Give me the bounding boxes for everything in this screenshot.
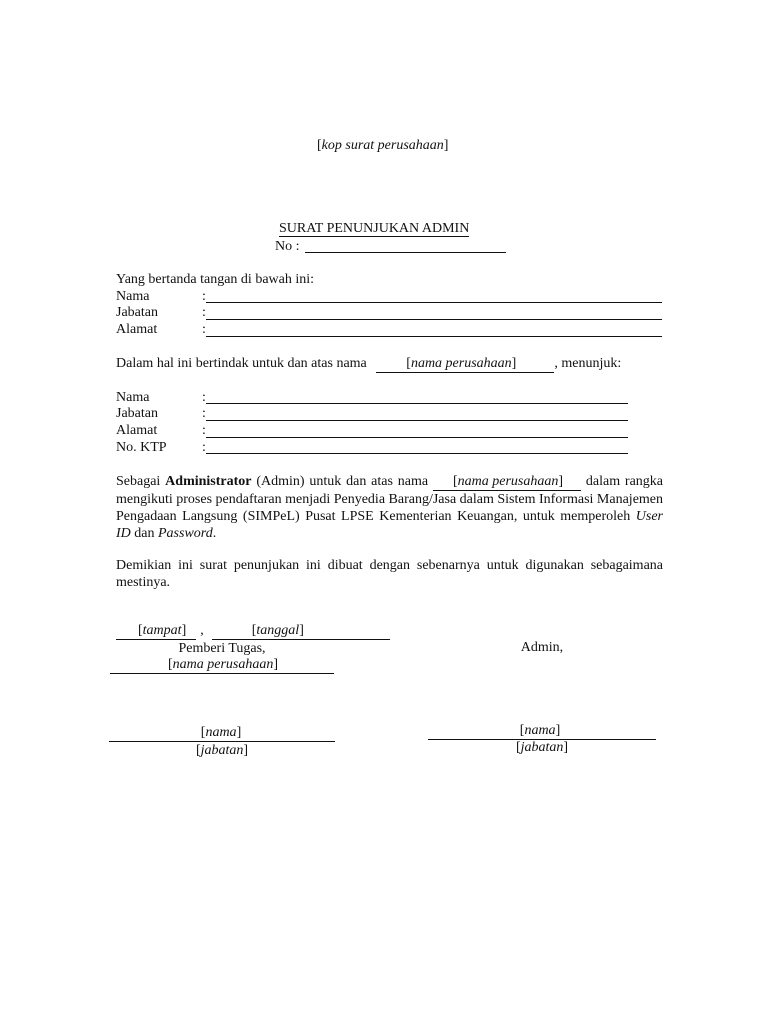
place-date-separator: , [200,623,204,638]
appointment-paragraph [116,473,663,542]
letterhead-placeholder: [kop surat perusahaan] [317,138,449,153]
closing-paragraph: Demikian ini surat penunjukan ini dibuat dengan sebenarnya untuk digunakan sebagaimana mestinya. [116,558,663,590]
assigner-company-placeholder: nama perusahaan [172,657,274,672]
appointee-field-label: Nama [116,390,150,405]
colon: : [202,440,206,455]
signer-field-label: Jabatan [116,305,158,320]
para-text: (Admin) untuk dan atas nama [251,474,433,489]
para-text: dan [130,526,158,541]
place-blank: [tampat] [116,623,196,640]
acting-company-placeholder: nama perusahaan [410,356,512,371]
appointee-name-line [206,403,628,404]
letter-number-label: No : [275,239,300,254]
appointee-address-line [206,437,628,438]
assigner-position-placeholder: jabatan [200,743,244,758]
signer-position-line [206,319,662,320]
assigner-company-blank: [nama perusahaan] [110,657,334,674]
acting-company-blank: [nama perusahaan] [376,356,554,373]
signer-name-line [206,302,662,303]
appointee-position-line [206,420,628,421]
appointee-field-label: Jabatan [116,406,158,421]
colon: : [202,322,206,337]
letter-number-line [305,252,506,253]
assigner-role: Pemberi Tugas, [178,641,266,656]
admin-position-placeholder: jabatan [520,740,564,755]
para-text: . [212,526,217,541]
document-title [279,221,469,237]
date-placeholder: tanggal [256,623,300,638]
colon: : [202,305,206,320]
user-id-text: User ID [116,509,663,541]
appointee-field-label: No. KTP [116,440,167,455]
assigner-company [106,657,338,674]
date-blank: [tanggal] [212,623,390,640]
signer-field-label: Nama [116,289,150,304]
para-text: dalam rangka mengikuti proses pendaftaran menjadi Penyedia Barang/Jasa dalam Sistem Informasi Manajemen Pengadaan Langsung (SIMPeL) Pusat LPSE Kementerian Keuangan, untuk memperoleh [116,474,664,524]
assigner-name-blank: [nama] [109,725,335,742]
admin-name-placeholder: nama [524,723,556,738]
acting-suffix: , menunjuk: [554,356,622,371]
title-text: SURAT PENUNJUKAN ADMIN [279,221,470,236]
admin-position: [jabatan] [515,740,569,755]
place-date-line [116,623,390,640]
letterhead-text: kop surat perusahaan [321,138,444,153]
acting-line [116,356,621,373]
admin-name-blank: [nama] [428,723,656,740]
colon: : [202,390,206,405]
para-company-blank: [nama perusahaan] [433,473,581,491]
admin-role: Admin, [520,640,564,655]
assigner-name-placeholder: nama [205,725,237,740]
signer-address-line [206,336,662,337]
assigner-name [106,725,338,742]
colon: : [202,423,206,438]
place-placeholder: tampat [142,623,182,638]
intro-text: Yang bertanda tangan di bawah ini: [116,272,315,287]
colon: : [202,406,206,421]
appointee-ktp-line [206,453,628,454]
para-text: Sebagai [116,474,166,489]
appointee-field-label: Alamat [116,423,158,438]
password-text: Password [158,526,213,541]
para-company-placeholder: nama perusahaan [457,474,559,489]
signer-field-label: Alamat [116,322,158,337]
acting-prefix: Dalam hal ini bertindak untuk dan atas nama [116,356,367,371]
admin-name [426,723,658,740]
colon: : [202,289,206,304]
administrator-bold: Administrator [165,474,252,489]
assigner-position: [jabatan] [195,743,249,758]
